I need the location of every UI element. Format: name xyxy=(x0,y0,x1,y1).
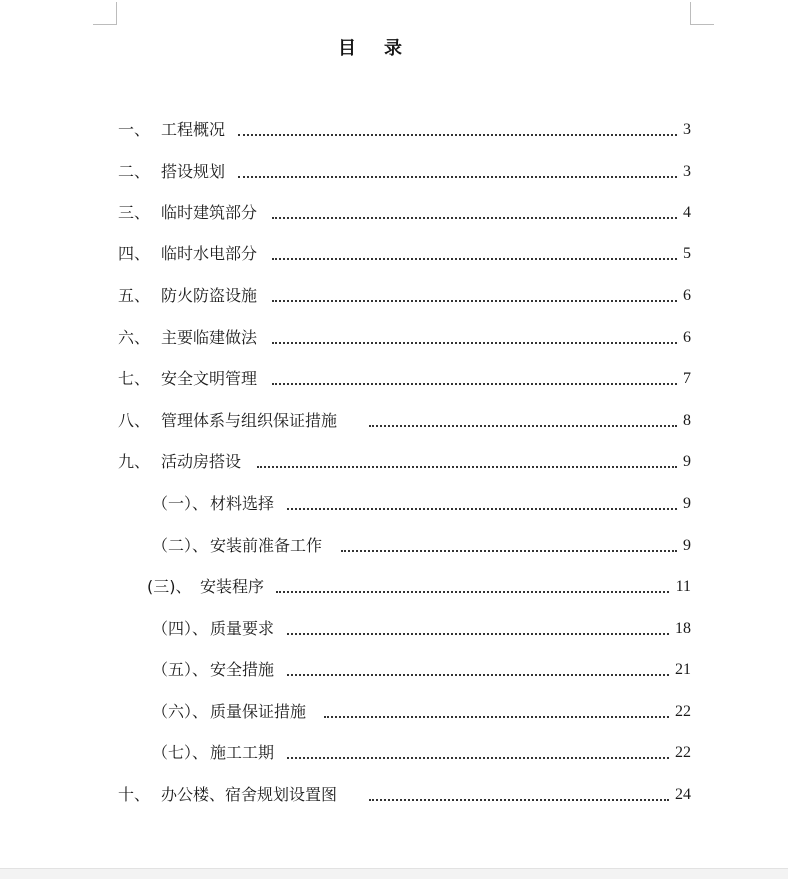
toc-entry-number: 八、 xyxy=(118,411,151,430)
toc-entry-page: 4 xyxy=(683,204,691,221)
toc-entry-number: （七）、 xyxy=(152,743,209,762)
toc-entry-label: 安装前准备工作 xyxy=(210,534,324,558)
crop-mark-top-left-vertical xyxy=(116,2,117,25)
crop-mark-top-left xyxy=(93,24,117,25)
toc-entry-page: 9 xyxy=(683,537,691,554)
toc-entry-page: 5 xyxy=(683,245,691,262)
toc-entry-number: 一、 xyxy=(118,120,151,139)
toc-entry-label: 施工工期 xyxy=(210,741,276,765)
toc-entry-number: 十、 xyxy=(118,785,151,804)
toc-entry-page: 21 xyxy=(675,661,691,678)
toc-entry-page: 8 xyxy=(683,412,691,429)
toc-entry[interactable] xyxy=(0,367,788,391)
toc-entry-leader xyxy=(369,799,669,801)
toc-entry-leader xyxy=(369,425,677,427)
toc-entry[interactable] xyxy=(0,284,788,308)
toc-entry-page: 11 xyxy=(675,578,691,595)
crop-mark-top-right xyxy=(690,24,714,25)
toc-entry-leader xyxy=(272,342,677,344)
toc-entry-page: 22 xyxy=(675,703,691,720)
toc-entry-label: 安全文明管理 xyxy=(161,367,259,391)
toc-entry-number: （六）、 xyxy=(152,702,209,721)
toc-entry-number: （一）、 xyxy=(152,494,209,513)
toc-subentry[interactable] xyxy=(0,617,788,641)
toc-entry[interactable] xyxy=(0,201,788,225)
toc-subentry[interactable] xyxy=(0,741,788,765)
toc-entry-page: 9 xyxy=(683,495,691,512)
toc-entry-label: 临时建筑部分 xyxy=(161,201,259,225)
toc-entry-label: 防火防盗设施 xyxy=(161,284,259,308)
toc-entry[interactable] xyxy=(0,450,788,474)
toc-entry-number: 四、 xyxy=(118,244,151,263)
toc-entry-page: 3 xyxy=(683,121,691,138)
toc-entry-number: 二、 xyxy=(118,162,151,181)
toc-subentry[interactable] xyxy=(0,575,788,599)
toc-entry-leader xyxy=(287,633,669,635)
toc-title-char: 录 xyxy=(384,38,402,59)
toc-entry-leader xyxy=(324,716,669,718)
toc-title xyxy=(0,34,740,60)
toc-entry-label: 活动房搭设 xyxy=(161,450,243,474)
toc-subentry[interactable] xyxy=(0,658,788,682)
toc-entry-leader xyxy=(272,258,677,260)
toc-entry-leader xyxy=(238,134,677,136)
toc-entry-leader xyxy=(287,674,669,676)
toc-entry-label: 安装程序 xyxy=(200,575,266,599)
toc-entry[interactable] xyxy=(0,409,788,433)
toc-entry-number: 三、 xyxy=(118,203,151,222)
toc-entry-label: 临时水电部分 xyxy=(161,242,259,266)
toc-entry-number: (三)、 xyxy=(147,577,192,596)
toc-entry-label: 安全措施 xyxy=(210,658,276,682)
toc-entry-label: 质量保证措施 xyxy=(210,700,308,724)
toc-entry-leader xyxy=(238,176,677,178)
toc-entry-label: 办公楼、宿舍规划设置图 xyxy=(161,783,339,807)
toc-entry-leader xyxy=(276,591,669,593)
toc-entry-page: 18 xyxy=(675,620,691,637)
toc-entry[interactable] xyxy=(0,783,788,807)
toc-entry-label: 搭设规划 xyxy=(161,160,227,184)
page-bottom-edge xyxy=(0,868,788,879)
toc-entry-number: （二）、 xyxy=(152,536,209,555)
toc-title-char: 目 xyxy=(338,38,356,59)
toc-entry-leader xyxy=(257,466,677,468)
toc-entry-leader xyxy=(272,383,677,385)
toc-entry-number: （五）、 xyxy=(152,660,209,679)
toc-entry[interactable] xyxy=(0,160,788,184)
toc-entry-label: 管理体系与组织保证措施 xyxy=(161,409,339,433)
crop-mark-top-right-vertical xyxy=(690,2,691,25)
toc-entry-page: 6 xyxy=(683,329,691,346)
toc-entry-page: 3 xyxy=(683,163,691,180)
toc-entry-page: 9 xyxy=(683,453,691,470)
toc-entry-leader xyxy=(287,757,669,759)
toc-entry-leader xyxy=(341,550,677,552)
toc-entry-label: 主要临建做法 xyxy=(161,326,259,350)
toc-entry[interactable] xyxy=(0,118,788,142)
toc-entry-number: 九、 xyxy=(118,452,151,471)
toc-entry-label: 材料选择 xyxy=(210,492,276,516)
toc-entry-page: 24 xyxy=(675,786,691,803)
toc-entry-leader xyxy=(287,508,677,510)
toc-entry-label: 工程概况 xyxy=(161,118,227,142)
toc-entry-leader xyxy=(272,217,677,219)
toc-entry-page: 7 xyxy=(683,370,691,387)
toc-entry-number: 七、 xyxy=(118,369,151,388)
toc-entry[interactable] xyxy=(0,326,788,350)
toc-entry-leader xyxy=(272,300,677,302)
toc-entry[interactable] xyxy=(0,242,788,266)
toc-subentry[interactable] xyxy=(0,700,788,724)
toc-entry-number: （四）、 xyxy=(152,619,209,638)
toc-entry-page: 22 xyxy=(675,744,691,761)
toc-subentry[interactable] xyxy=(0,492,788,516)
toc-entry-label: 质量要求 xyxy=(210,617,276,641)
toc-entry-number: 五、 xyxy=(118,286,151,305)
toc-entry-page: 6 xyxy=(683,287,691,304)
toc-subentry[interactable] xyxy=(0,534,788,558)
toc-entry-number: 六、 xyxy=(118,328,151,347)
